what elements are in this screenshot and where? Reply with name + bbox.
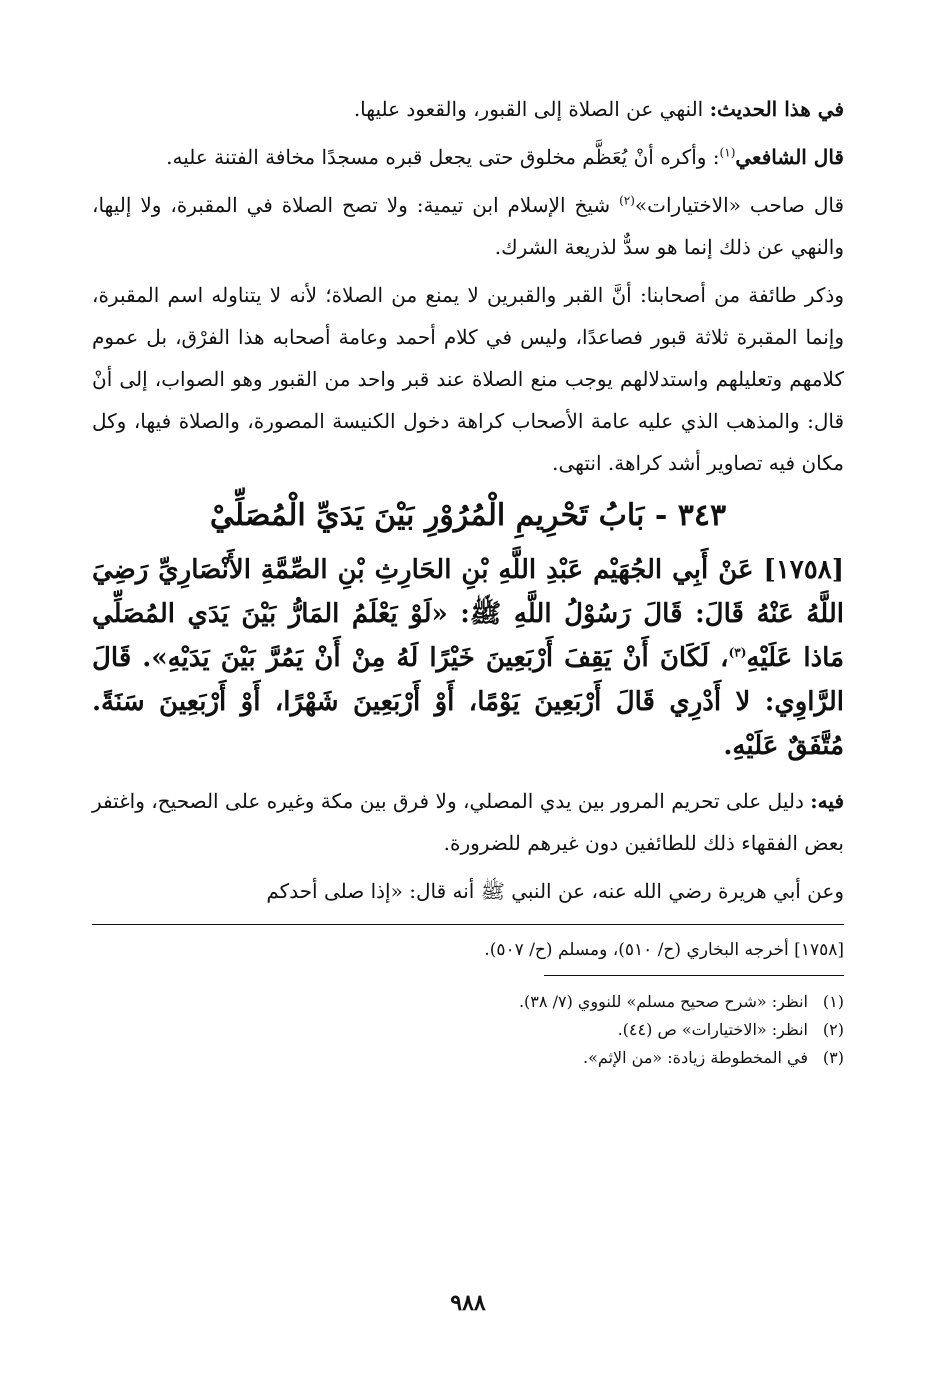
paragraph-ikhtiyarat [92,184,844,268]
divider-long [92,924,844,925]
divider-short [544,975,844,976]
footnote-ref-2[interactable]: (٢) [619,193,635,208]
footnote-2 [92,1016,844,1044]
hadith-text-a: [١٧٥٨] عَنْ أَبِي الجُهَيْم عَبْدِ اللَّهِ بْنِ الحَارِثِ بْنِ الصِّمَّةِ الأَنْصَارِيِّ رَضِيَ اللَّهُ عَنْهُ قَالَ: قَالَ رَسُوْلُ اللَّهِ ﷺ: «لَوْ يَعْلَمُ المَارُّ بَيْنَ يَدَي المُصَلِّي مَاذا عَلَيْهِ [92,555,844,673]
page-body [92,88,844,1072]
takhrij-note: [١٧٥٨] أخرجه البخاري (ح/ ٥١٠)، ومسلم (ح/ ٥٠٧). [484,940,844,960]
lesson-lead: في هذا الحديث: [709,97,844,121]
ikhtiyarat-text-a: قال صاحب «الاختيارات» [634,193,845,217]
paragraph-companions: وذكر طائفة من أصحابنا: أنَّ القبر والقبرين لا يمنع من الصلاة؛ لأنه لا يتناوله اسم المقبرة، وإنما المقبرة ثلاثة قبور فصاعدًا، وليس في كلام أحمد وعامة أصحابه هذا الفرْق، بل عموم كلامهم وتعليلهم واستدلالهم يوجب منع الصلاة عند قبر واحد من القبور وهو الصواب، إلى أنْ قال: والمذهب الذي عليه عامة الأصحاب كراهة دخول الكنيسة المصورة، والصلاة فيها، وكل مكان فيه تصاوير أشد كراهة. انتهى. [92,283,844,475]
footnote-text: انظر: «شرح صحيح مسلم» للنووي (٧/ ٣٨). [518,992,808,1011]
page-number: ٩٨٨ [450,1290,486,1316]
footnote-3 [92,1044,844,1072]
commentary-lead: فيه: [810,789,844,813]
footnote-ref-1[interactable]: (١) [719,145,736,160]
footnote-number: (٢) [822,1020,844,1039]
footnote-number: (٣) [822,1048,844,1067]
commentary-text: دليل على تحريم المرور بين يدي المصلي، ولا فرق بين مكة وغيره على الصحيح، واغتفر بعض الفقهاء ذلك للطائفين دون غيرهم للضرورة. [92,789,844,855]
footnote-ref-3[interactable]: (٣) [728,645,747,660]
footnote-number: (١) [822,992,844,1011]
chapter-heading: ٣٤٣ - بَابُ تَحْرِيمِ الْمُرُوْرِ بَيْنَ يَدَيِّ الْمُصَلِّيْ [209,498,727,533]
lesson-text: النهي عن الصلاة إلى القبور، والقعود عليها. [353,97,710,121]
footnote-text: في المخطوطة زيادة: «من الإثم». [583,1048,808,1067]
shafii-text: : وأكره أنْ يُعَظَّم مخلوق حتى يجعل قبره مسجدًا مخافة الفتنة عليه. [166,145,720,169]
paragraph-shafii [92,136,844,178]
paragraph-commentary [92,780,844,864]
ikhtiyarat-text-b: شيخ الإسلام ابن تيمية: ولا تصح الصلاة في المقبرة، ولا إليها، والنهي عن ذلك إنما هو سدٌّ لذريعة الشرك. [92,193,844,259]
hadith-text-b: ، لَكَانَ أَنْ يَقِفَ أَرْبَعِينَ خَيْرًا لَهُ مِنْ أَنْ يَمُرَّ بَيْنَ يَدَيْهِ». قَالَ الرَّاوِي: لا أَدْرِي قَالَ أَرْبَعِينَ يَوْمًا، أَوْ أَرْبَعِينَ شَهْرًا، أَوْ أَرْبَعِينَ سَنَةً. مُتَّفَقٌ عَلَيْهِ. [92,643,844,761]
hadith-text [92,548,844,768]
paragraph-hadith-lesson [92,88,844,130]
footnote-text: انظر: «الاختيارات» ص (٤٤). [617,1020,808,1039]
footnotes [92,988,844,1072]
footnote-1 [92,988,844,1016]
paragraph-abu-hurayra: وعن أبي هريرة رضي الله عنه، عن النبي ﷺ أنه قال: «إذا صلى أحدكم [266,879,844,903]
shafii-lead: قال الشافعي [735,145,844,169]
